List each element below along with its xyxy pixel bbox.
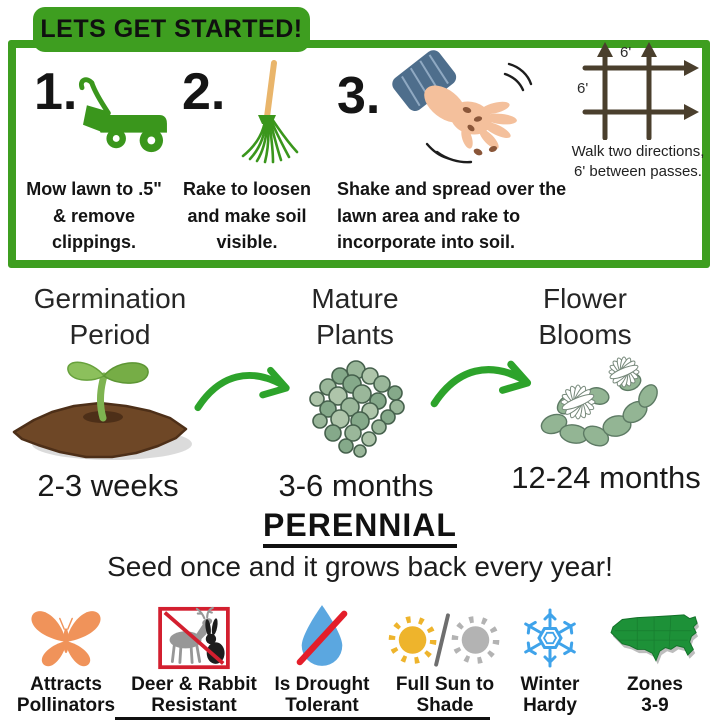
stage-mature-duration: 3-6 months (278, 468, 434, 503)
flower-blooms-icon (538, 352, 664, 452)
sun-to-shade-icon (386, 610, 504, 670)
grid-spacing-top-label: 6' (620, 44, 632, 61)
feature-label: Attracts Pollinators (16, 674, 116, 716)
stage-germination-duration: 2-3 weeks (37, 468, 179, 503)
hand-shaking-seeds-icon (383, 46, 547, 170)
rake-icon (238, 60, 302, 164)
feature-zones (596, 600, 714, 717)
step-2-caption: Rake to loosen and make soil visible. (182, 179, 312, 253)
timeline-arrow-icon (426, 356, 544, 414)
step-3-caption: Shake and spread over the lawn area and rake to incorporate into soil. (337, 179, 567, 253)
feature-label: Deer & Rabbit Resistant (131, 674, 257, 716)
no-deer-rabbit-icon (154, 606, 234, 670)
perennial-section (0, 508, 720, 548)
walk-grid-icon (575, 40, 703, 140)
snowflake-icon (520, 606, 580, 670)
step-1-caption: Mow lawn to .5" & remove clippings. (26, 179, 162, 253)
step-1-number: 1. (34, 63, 78, 121)
timeline-arrow-icon (192, 362, 300, 418)
feature-deer-rabbit-resistant (127, 600, 261, 717)
feature-full-sun-to-shade (379, 600, 511, 717)
stage-mature-title: Mature Plants (311, 283, 399, 350)
feature-attracts-pollinators (5, 600, 127, 717)
step-3-number: 3. (337, 67, 381, 125)
butterfly-icon (22, 606, 110, 670)
stage-blooms-title: Flower Blooms (538, 283, 632, 350)
step-2-number: 2. (182, 63, 226, 121)
perennial-subtitle: Seed once and it grows back every year! (107, 551, 613, 582)
sprout-in-soil-icon (8, 356, 194, 468)
feature-winter-hardy (493, 600, 607, 717)
banner-title: LETS GET STARTED! (40, 15, 303, 43)
no-water-drop-icon (294, 602, 350, 670)
lets-get-started-banner (33, 7, 310, 52)
mature-plants-icon (300, 356, 412, 464)
feature-drought-tolerant (261, 600, 383, 717)
feature-label: Winter Hardy (520, 674, 580, 716)
lawn-mower-icon (74, 76, 174, 158)
walk-directions-caption: Walk two directions, 6' between passes. (571, 143, 705, 180)
feature-label: Zones 3-9 (627, 674, 683, 716)
stage-germination-title: Germination Period (33, 283, 187, 350)
feature-label: Is Drought Tolerant (274, 674, 370, 716)
perennial-title: PERENNIAL (263, 508, 457, 548)
grid-spacing-left-label: 6' (577, 80, 589, 97)
feature-label: Full Sun to Shade (395, 674, 495, 716)
stage-blooms-duration: 12-24 months (511, 460, 701, 495)
usa-map-icon (607, 612, 703, 670)
